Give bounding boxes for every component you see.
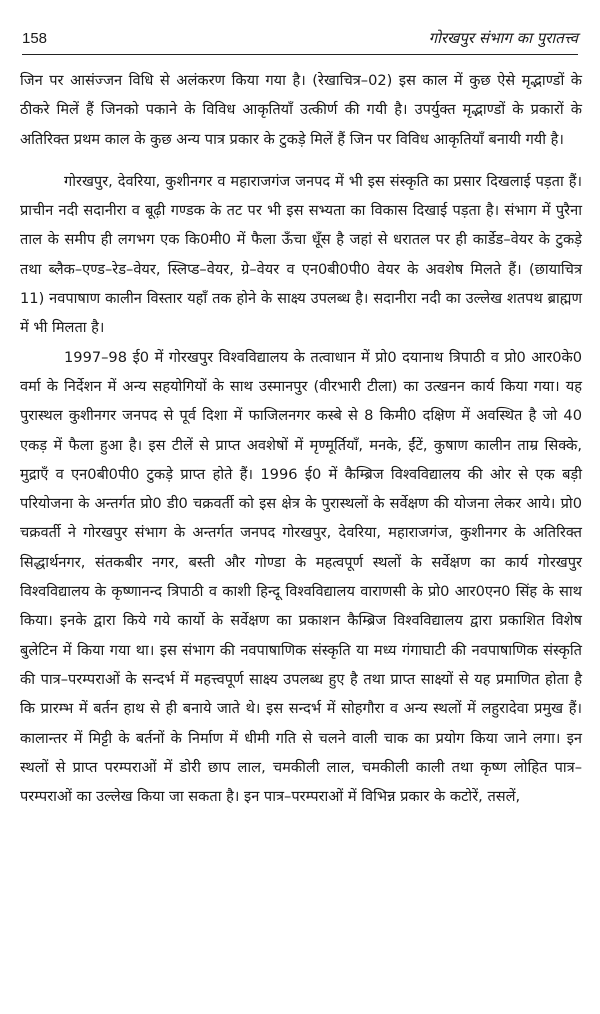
page-number: 158 [22, 30, 48, 47]
running-title: गोरखपुर संभाग का पुरातत्त्व [428, 29, 578, 47]
paragraph-1: जिन पर आसंज्जन विधि से अलंकरण किया गया है। (रेखाचित्र–02) इस काल में कुछ ऐसे मृद्भाण्डों के ठीकरे मिलें हैं जिनको पकाने के विविध आकृतियाँ उत्कीर्ण की गयी है। उपर्युक्त मृद्भाण्डों के प्रकारों के अतिरिक्त प्रथम काल के कुछ अन्य पात्र प्रकार के टुकड़े मिलें हैं जिन पर विविध आकृतियाँ बनायी गयी है। [20, 72, 582, 148]
paragraph-3: 1997–98 ई0 में गोरखपुर विश्वविद्यालय के तत्वाधान में प्रो0 दयानाथ त्रिपाठी व प्रो0 आर0के0 वर्मा के निर्देशन में अन्य सहयोगियों के साथ उस्मानपुर (वीरभारी टीला) का उत्खनन कार्य किया गया। यह पुरास्थल कुशीनगर जनपद से पूर्व दिशा में फाजिलनगर कस्बे से 8 किमी0 दक्षिण में अवस्थित है जो 40 एकड़ में फैला हुआ है। इस टीलें से प्राप्त अवशेषों में मृण्मूर्तियाँ, मनके, ईंटें, कुषाण कालीन ताम्र सिक्के, मुद्राएँ व एन0बी0पी0 टुकड़े प्राप्त होते हैं। 1996 ई0 में कैम्ब्रिज विश्वविद्यालय की ओर से एक बड़ी परियोजना के अन्तर्गत प्रो0 डी0 चक्रवर्ती को इस क्षेत्र के पुरास्थलों के सर्वेक्षण की योजना लेकर आये। प्रो0 चक्रवर्ती ने गोरखपुर संभाग के अन्तर्गत जनपद गोरखपुर, देवरिया, महाराजगंज, कुशीनगर के अतिरिक्त सिद्धार्थनगर, संतकबीर नगर, बस्ती और गोण्डा के महत्वपूर्ण स्थलों के सर्वेक्षण का कार्य गोरखपुर विश्वविद्यालय के कृष्णानन्द त्रिपाठी व काशी हिन्दू विश्वविद्यालय वाराणसी के प्रो0 आर0एन0 सिंह के साथ किया। इनके द्वारा किये गये कार्यो के सर्वेक्षण का प्रकाशन कैम्ब्रिज विश्वविद्यालय द्वारा प्रकाशित विशेष बुलेटिन में किया गया था। इस संभाग की नवपाषाणिक संस्कृति या मध्य गंगाघाटी की नवपाषाणिक संस्कृति की पात्र–परम्पराओं के सन्दर्भ में महत्त्वपूर्ण साक्ष्य उपलब्ध हुए है तथा प्राप्त साक्ष्यों से यह प्रमाणित होता है कि प्रारम्भ में बर्तन हाथ से ही बनाये जाते थे। इस सन्दर्भ में सोहगौरा व अन्य स्थलों में लहुरादेवा प्रमुख हैं। कालान्तर में मिट्टी के बर्तनों के निर्माण में धीमी गति से चलने वाली चाक का प्रयोग किया जाने लगा। इन स्थलों से प्राप्त परम्पराओं में डोरी छाप लाल, चमकीली लाल, चमकीली काली तथा कृष्ण लोहित पात्र–परम्पराओं का उल्लेख किया जा सकता है। इन पात्र–परम्पराओं में विभिन्न प्रकार के कटोरें, तसलें, [20, 348, 582, 806]
page-header [22, 28, 578, 55]
paragraph-2: गोरखपुर, देवरिया, कुशीनगर व महाराजगंज जनपद में भी इस संस्कृति का प्रसार दिखलाई पड़ता हैं। प्राचीन नदी सदानीरा व बूढ़ी गण्डक के तट पर भी इस सभ्यता का विकास दिखाई पड़ता है। संभाग में पुरैना ताल के समीप ही लगभग एक कि0मी0 में फैला ऊँचा धूँस है जहां से धरातल पर ही कार्डेड–वेयर के टुकड़े तथा ब्लैक–एण्ड–रेड–वेयर, स्लिप्ड–वेयर, ग्रे–वेयर व एन0बी0पी0 वेयर के अवशेष मिलते हैं। (छायाचित्र 11) नवपाषाण कालीन विस्तार यहाँ तक होने के साक्ष्य उपलब्ध है। सदानीरा नदी का उल्लेख शतपथ ब्राह्मण में भी मिलता है। [20, 172, 582, 337]
body-text [20, 66, 582, 811]
